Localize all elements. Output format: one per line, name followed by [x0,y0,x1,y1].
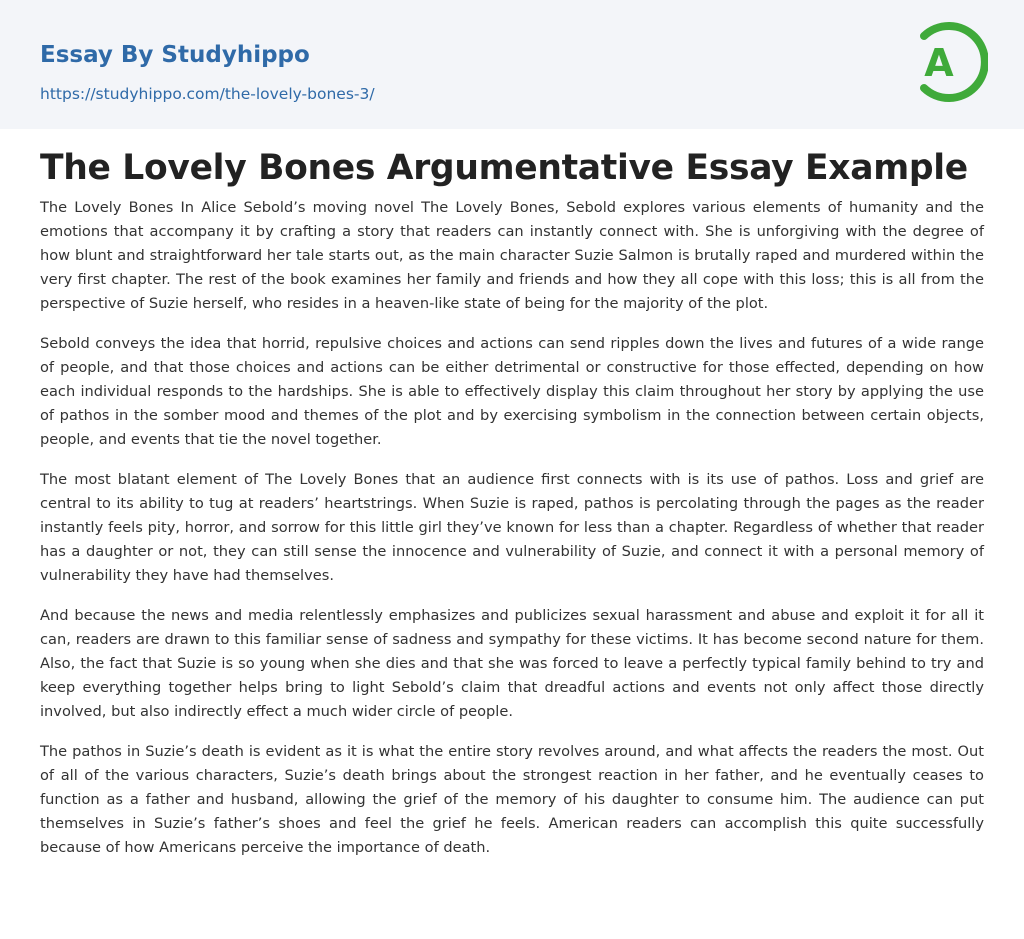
article [40,146,984,876]
paragraph-2: Sebold conveys the idea that horrid, repulsive choices and actions can send ripples down the lives and futures of a wide range of people, and that those choices and actions can be either detrimental or constructive for those effected, depending on how each individual responds to the hardships. She is able to effectively display this claim throughout her story by applying the use of pathos in the somber mood and themes of the plot and by exercising symbolism in the connection between certain objects, people, and events that tie the novel together. [40,335,984,448]
paragraph-1: The Lovely Bones In Alice Sebold’s moving novel The Lovely Bones, Sebold explores various elements of humanity and the emotions that accompany it by crafting a story that readers can instantly connect with. She is unforgiving with the degree of how blunt and straightforward her tale starts out, as the main character Suzie Salmon is brutally raped and murdered within the very first chapter. The rest of the book examines her family and friends and how they all cope with this loss; this is all from the perspective of Suzie herself, who resides in a heaven-like state of being for the majority of the plot. [40,199,984,312]
paragraph-4: And because the news and media relentlessly emphasizes and publicizes sexual harassment and abuse and exploit it for all it can, readers are drawn to this familiar sense of sadness and sympathy for these victims. It has become second nature for them. Also, the fact that Suzie is so young when she dies and that she was forced to leave a perfectly typical family behind to try and keep everything together helps bring to light Sebold’s claim that dreadful actions and events not only affect those directly involved, but also indirectly effect a much wider circle of people. [40,607,984,720]
logo-letter: A [924,41,954,85]
site-header [0,0,1024,129]
source-url-link[interactable]: https://studyhippo.com/the-lovely-bones-3/ [40,85,375,103]
article-body [40,196,984,860]
page-title: The Lovely Bones Argumentative Essay Example [40,148,968,188]
paragraph-3: The most blatant element of The Lovely Bones that an audience first connects with is its use of pathos. Loss and grief are central to its ability to tug at readers’ heartstrings. When Suzie is raped, pathos is percolating through the pages as the reader instantly feels pity, horror, and sorrow for this little girl they’ve known for less than a chapter. Regardless of whether that reader has a daughter or not, they can still sense the innocence and vulnerability of Suzie, and connect it with a personal memory of vulnerability they have had themselves. [40,471,984,584]
brand-title[interactable]: Essay By Studyhippo [40,42,310,68]
paragraph-5: The pathos in Suzie’s death is evident as it is what the entire story revolves around, and what affects the readers the most. Out of all of the various characters, Suzie’s death brings about the strongest reaction in her father, and he eventually ceases to function as a father and husband, allowing the grief of the memory of his daughter to consume him. The audience can put themselves in Suzie’s father’s shoes and feel the grief he feels. American readers can accomplish this quite successfully because of how Americans perceive the importance of death. [40,743,984,856]
studyhippo-logo-icon[interactable] [908,18,988,106]
